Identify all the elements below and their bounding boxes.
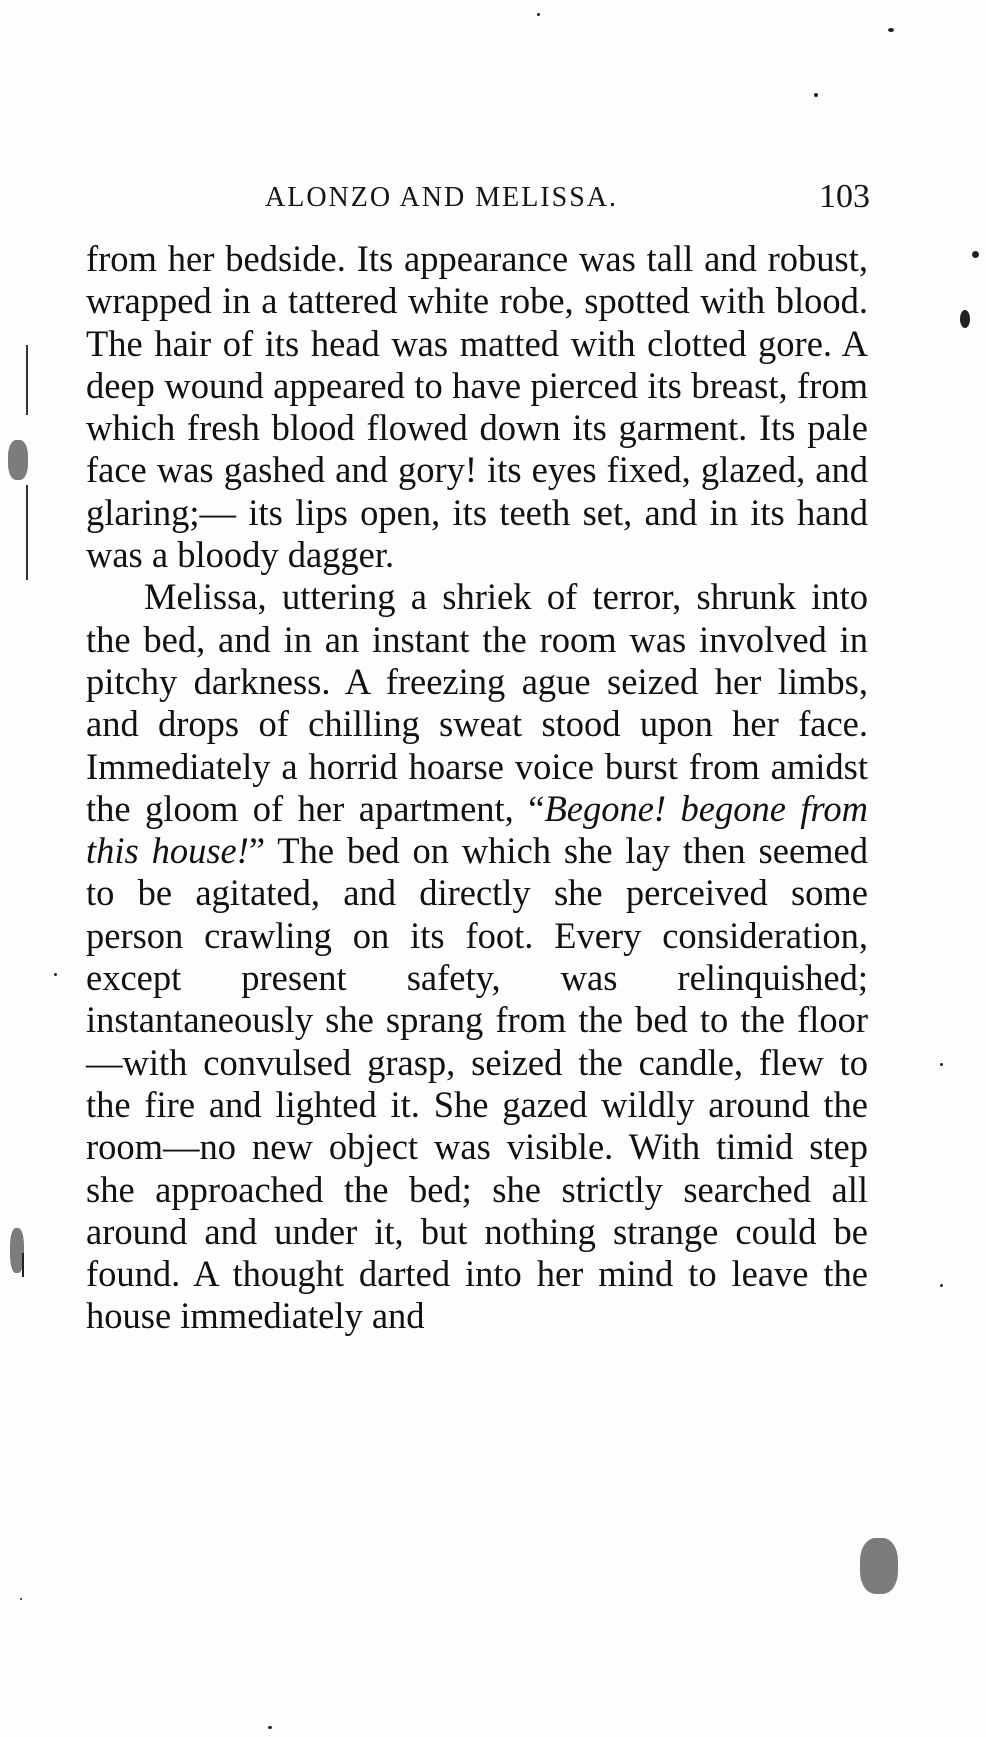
scan-speck xyxy=(960,310,970,328)
scan-speck xyxy=(888,28,894,32)
paragraph-2 xyxy=(86,576,868,1337)
margin-mark-line xyxy=(26,485,28,580)
scan-speck xyxy=(940,1284,943,1287)
paragraph-2-start: Melissa, uttering a shriek of terror, shrunk into the bed, and in an instant the room was involved in pitchy darkness. A freezing ague seized her limbs, and drops of chilling sweat stood upon her face. Immediately a horrid hoarse voice burst from amidst the gloom of her apartment, “ xyxy=(86,576,868,829)
running-title: ALONZO AND MELISSA. xyxy=(265,182,618,213)
scan-speck xyxy=(940,1063,943,1066)
margin-blot xyxy=(860,1538,898,1594)
margin-mark-line xyxy=(26,345,28,415)
scan-speck xyxy=(814,93,818,97)
paragraph-1: from her bedside. Its appearance was tall and robust, wrapped in a tattered white robe, spotted with blood. The hair of its head was matted with clotted gore. A deep wound appeared to have pierced its breast, from which fresh blood flowed down its garment. Its pale face was gashed and gory! its eyes fixed, glazed, and glaring;— its lips open, its teeth set, and in its hand was a bloody dagger. xyxy=(86,238,868,576)
page-header xyxy=(265,178,870,222)
scan-speck xyxy=(537,13,540,16)
quoted-speech: Begone! begone from this house! xyxy=(86,787,868,872)
scan-speck xyxy=(268,1726,272,1729)
margin-blot xyxy=(8,440,28,480)
scan-speck xyxy=(54,973,57,976)
scan-speck xyxy=(22,1253,24,1277)
scan-speck xyxy=(20,1598,22,1600)
page-number: 103 xyxy=(819,178,870,215)
scan-speck xyxy=(972,251,979,258)
body-text xyxy=(86,238,868,1338)
paragraph-2-end: ” The bed on which she lay then seemed to be agitated, and directly she perceived some person crawling on its foot. Every consideration, except present safety, was relinquished; instantaneously she sprang from the bed to the floor—with convulsed grasp, seized the candle, flew to the fire and lighted it. She gazed wildly around the room—no new object was visible. With timid step she approached the bed; she strictly searched all around and under it, but nothing strange could be found. A thought darted into her mind to leave the house immediately and xyxy=(86,830,868,1337)
